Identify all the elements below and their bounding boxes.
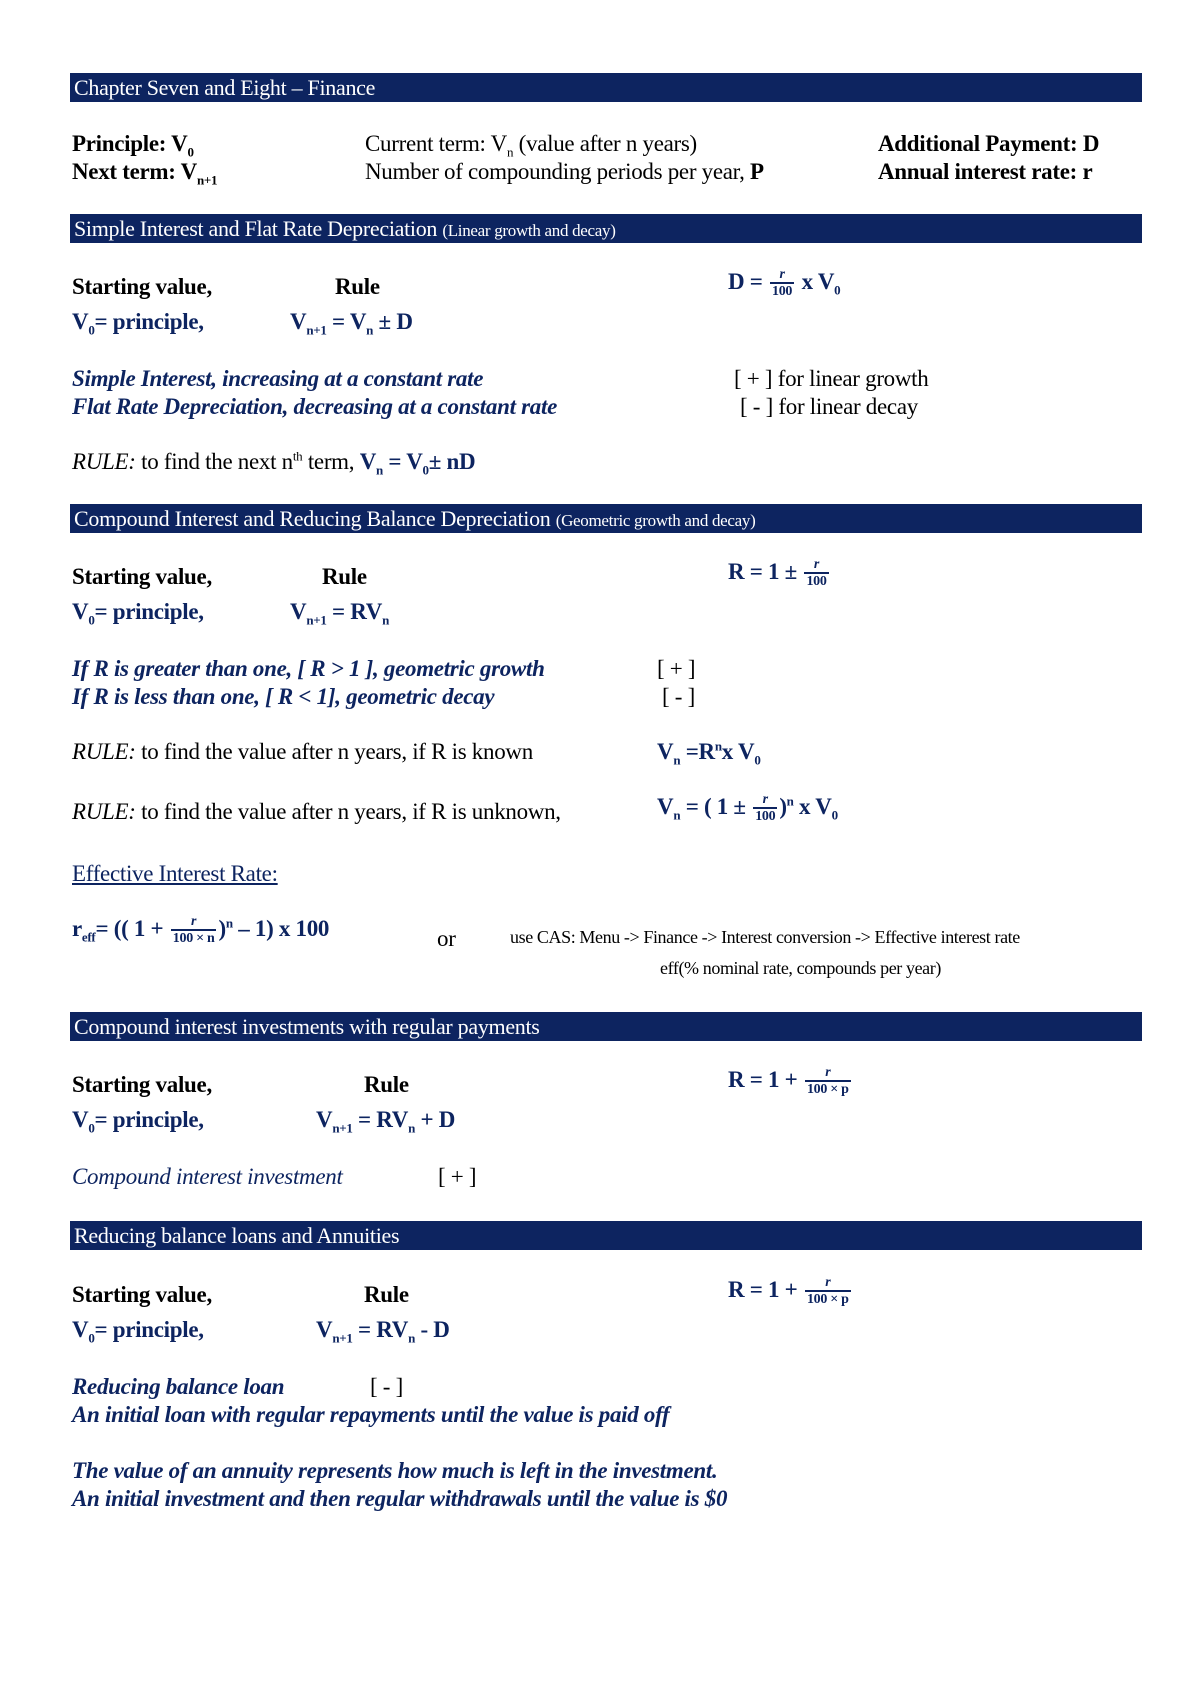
- geometric-decay-desc: If R is less than one, [ R < 1], geometric decay: [72, 684, 495, 709]
- geometric-growth-sign: [ + ]: [657, 656, 696, 681]
- effective-rate-title: Effective Interest Rate:: [72, 861, 278, 886]
- reducing-loan-sign: [ - ]: [370, 1374, 403, 1399]
- simple-interest-header: Simple Interest and Flat Rate Depreciation (Linear growth and decay): [70, 214, 1142, 243]
- compound-v0-principle: $V_0=$ principle,: [72, 599, 204, 628]
- def-next-term: Next term: $V_{n+1}$: [72, 159, 218, 188]
- compound-interest-header: Compound Interest and Reducing Balance Depreciation (Geometric growth and decay): [70, 504, 1142, 533]
- loans-starting-value: Starting value,: [72, 1282, 212, 1307]
- geometric-growth-desc: If R is greater than one, [ R > 1 ], geometric growth: [72, 656, 545, 681]
- simple-d-formula: D = $\frac{r}{100}$ x $V_0$: [728, 267, 841, 300]
- simple-starting-value: Starting value,: [72, 274, 212, 299]
- effective-rate-or: or: [437, 926, 456, 951]
- regular-r-formula: R = 1 + $\frac{r}{100 \times p}$: [728, 1065, 849, 1098]
- simple-interest-desc: Simple Interest, increasing at a constant rate: [72, 366, 484, 391]
- regular-v0-principle: $V_0=$ principle,: [72, 1107, 204, 1136]
- def-annual-rate: Annual interest rate: r: [878, 159, 1093, 184]
- flat-rate-desc: Flat Rate Depreciation, decreasing at a constant rate: [72, 394, 557, 419]
- regular-rule-label: Rule: [364, 1072, 409, 1097]
- regular-starting-value: Starting value,: [72, 1072, 212, 1097]
- loans-rule-equation: $V_{n+1} = RV_n - D$: [316, 1317, 450, 1346]
- loans-annuities-header: Reducing balance loans and Annuities: [70, 1221, 1142, 1250]
- simple-rule-label: Rule: [335, 274, 380, 299]
- linear-decay-note: [ - ] for linear decay: [740, 394, 918, 419]
- simple-v0-principle: $V_0=$ principle,: [72, 309, 204, 338]
- cas-eff-syntax: eff(% nominal rate, compounds per year): [660, 958, 941, 978]
- loans-v0-principle: $V_0=$ principle,: [72, 1317, 204, 1346]
- linear-growth-note: [ + ] for linear growth: [734, 366, 929, 391]
- loans-r-formula: R = 1 + $\frac{r}{100 \times p}$: [728, 1275, 849, 1308]
- def-current-term: Current term: $V_n$ (value after n years): [365, 131, 697, 160]
- def-periods: Number of compounding periods per year, P: [365, 159, 764, 184]
- chapter-header: Chapter Seven and Eight – Finance: [70, 73, 1142, 102]
- rule-r-unknown-formula: $V_n$ = ( 1 ± $\frac{r}{100}$ )$^n$ x $V_0$: [657, 792, 838, 825]
- loans-rule-label: Rule: [364, 1282, 409, 1307]
- compound-investment-sign: [ + ]: [438, 1164, 477, 1189]
- rule-r-known: RULE: to find the value after n years, if R is known: [72, 739, 533, 764]
- compound-rule-equation: $V_{n+1} = RV_n$: [290, 599, 390, 628]
- compound-investment-desc: Compound interest investment: [72, 1164, 343, 1189]
- regular-payments-header: Compound interest investments with regular payments: [70, 1012, 1142, 1041]
- simple-nth-rule: RULE: to find the next $n^{th}$ term, $V_n = V_0\pm$ nD: [72, 448, 476, 478]
- rule-r-known-formula: $V_n =R^nx$ $V_0$: [657, 738, 761, 768]
- compound-rule-label: Rule: [322, 564, 367, 589]
- effective-rate-formula: $r_{eff}=$ (( 1 + $\frac{r}{100 \times n}$ )$^n$ – 1) x 100: [72, 914, 330, 947]
- compound-starting-value: Starting value,: [72, 564, 212, 589]
- cas-instructions: use CAS: Menu -> Finance -> Interest conversion -> Effective interest rate: [510, 927, 1020, 947]
- reducing-loan-desc: Reducing balance loan: [72, 1374, 285, 1399]
- simple-rule-equation: $V_{n+1} = V_n \pm D$: [290, 309, 413, 338]
- def-additional-payment: Additional Payment: D: [878, 131, 1100, 156]
- reducing-loan-desc2: An initial loan with regular repayments until the value is paid off: [72, 1402, 670, 1427]
- compound-r-formula: R = 1 ± $\frac{r}{100}$: [728, 557, 827, 590]
- def-principle: Principle: $V_0$: [72, 131, 194, 160]
- geometric-decay-sign: [ - ]: [662, 684, 695, 709]
- annuity-desc2: An initial investment and then regular withdrawals until the value is $0: [72, 1486, 728, 1511]
- annuity-desc1: The value of an annuity represents how much is left in the investment.: [72, 1458, 718, 1483]
- rule-r-unknown: RULE: to find the value after n years, if R is unknown,: [72, 799, 561, 824]
- regular-rule-equation: $V_{n+1} = RV_n + D$: [316, 1107, 456, 1136]
